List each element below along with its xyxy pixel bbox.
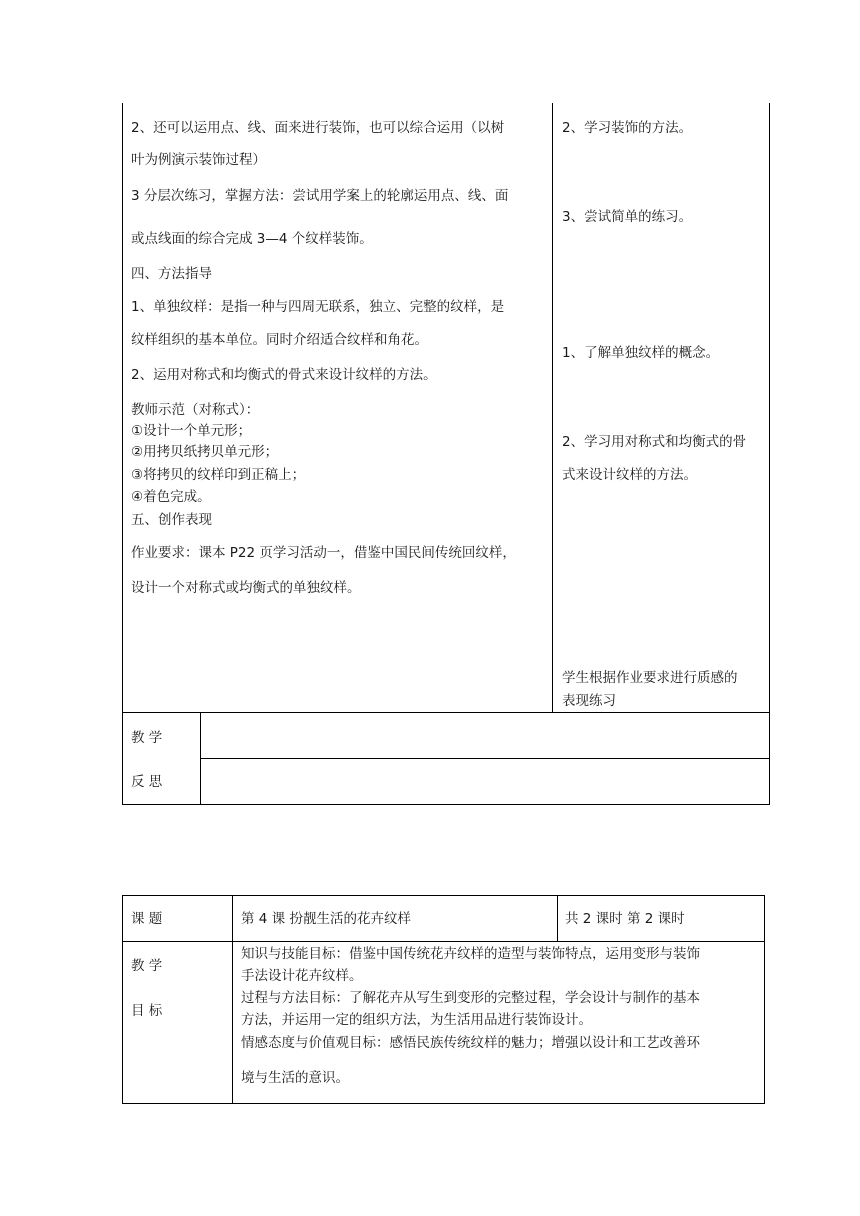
table2-top-border bbox=[122, 895, 765, 896]
teacher-step-line: 纹样组织的基本单位。同时介绍适合纹样和角花。 bbox=[131, 332, 428, 348]
reflection-cell-2[interactable] bbox=[201, 759, 769, 804]
table1-middle-divider bbox=[552, 103, 553, 713]
table2-bottom-border bbox=[122, 1103, 765, 1104]
reflection-label: 反 思 bbox=[131, 774, 163, 790]
demo-step: ①设计一个单元形； bbox=[131, 423, 252, 439]
homework-line: 设计一个对称式或均衡式的单独纹样。 bbox=[131, 580, 361, 596]
table2-label-divider bbox=[232, 895, 233, 1104]
topic-label: 课 题 bbox=[131, 911, 163, 927]
teacher-step-line: 叶为例演示装饰过程） bbox=[131, 152, 266, 168]
teacher-step-line: 2、运用对称式和均衡式的骨式来设计纹样的方法。 bbox=[131, 367, 437, 383]
teacher-step-line: 3 分层次练习，掌握方法：尝试用学案上的轮廓运用点、线、面 bbox=[131, 188, 509, 204]
demo-step: ④着色完成。 bbox=[131, 489, 211, 505]
student-activity-line: 式来设计纹样的方法。 bbox=[562, 467, 697, 483]
topic-value: 第 4 课 扮靓生活的花卉纹样 bbox=[241, 911, 411, 927]
student-activity-line: 学生根据作业要求进行质感的 bbox=[562, 670, 738, 686]
student-activity-line: 3、尝试简单的练习。 bbox=[562, 209, 693, 225]
goal-line: 过程与方法目标：了解花卉从写生到变形的完整过程，学会设计与制作的基本 bbox=[241, 990, 700, 1006]
table1-bottom-border bbox=[122, 804, 770, 805]
student-activity-line: 2、学习用对称式和均衡式的骨 bbox=[562, 434, 747, 450]
goal-line: 知识与技能目标：借鉴中国传统花卉纹样的造型与装饰特点，运用变形与装饰 bbox=[241, 946, 700, 962]
goal-line: 手法设计花卉纹样。 bbox=[241, 968, 363, 984]
section-heading: 四、方法指导 bbox=[131, 266, 212, 282]
goal-line: 情感态度与价值观目标：感悟民族传统纹样的魅力；增强以设计和工艺改善环 bbox=[241, 1035, 700, 1051]
teacher-step-line: 或点线面的综合完成 3—4 个纹样装饰。 bbox=[131, 231, 373, 247]
table1-left-border bbox=[122, 103, 123, 805]
table2-hline bbox=[122, 941, 765, 942]
lesson-hours: 共 2 课时 第 2 课时 bbox=[565, 911, 685, 927]
section-heading: 五、创作表现 bbox=[131, 512, 212, 528]
demo-heading: 教师示范（对称式）： bbox=[131, 402, 260, 418]
table2-left-border bbox=[122, 895, 123, 1104]
reflection-label: 教 学 bbox=[131, 730, 163, 746]
student-activity-line: 2、学习装饰的方法。 bbox=[562, 120, 693, 136]
reflection-cell-1[interactable] bbox=[201, 713, 769, 758]
goal-label: 目 标 bbox=[131, 1003, 163, 1019]
teacher-step-line: 2、还可以运用点、线、面来进行装饰，也可以综合运用（以树 bbox=[131, 120, 505, 136]
student-activity-line: 表现练习 bbox=[562, 693, 616, 709]
teacher-step-line: 1、单独纹样：是指一种与四周无联系，独立、完整的纹样，是 bbox=[131, 299, 505, 315]
homework-line: 作业要求：课本 P22 页学习活动一，借鉴中国民间传统回纹样， bbox=[131, 545, 516, 561]
student-activity-line: 1、了解单独纹样的概念。 bbox=[562, 345, 720, 361]
demo-step: ③将拷贝的纹样印到正稿上； bbox=[131, 467, 306, 483]
table2-hours-divider bbox=[557, 895, 558, 941]
goal-line: 方法，并运用一定的组织方法，为生活用品进行装饰设计。 bbox=[241, 1012, 592, 1028]
goal-label: 教 学 bbox=[131, 958, 163, 974]
goal-line: 境与生活的意识。 bbox=[241, 1070, 349, 1086]
demo-step: ②用拷贝纸拷贝单元形； bbox=[131, 444, 279, 460]
table1-right-border bbox=[769, 103, 770, 805]
table2-right-border bbox=[764, 895, 765, 1104]
